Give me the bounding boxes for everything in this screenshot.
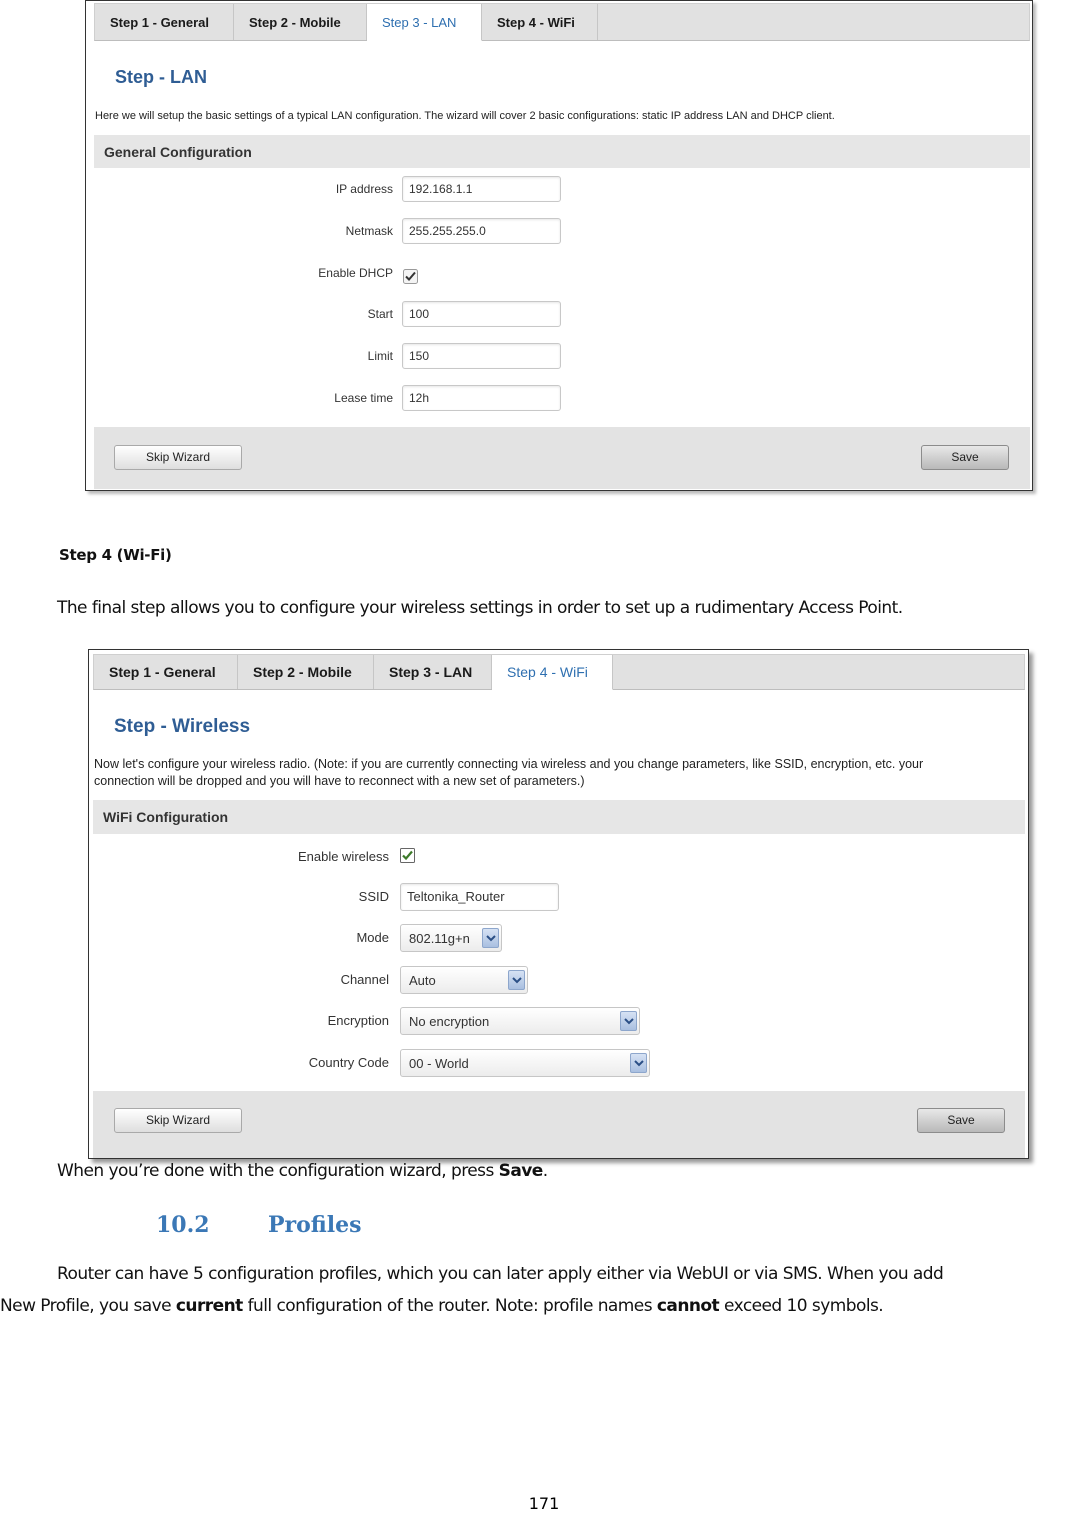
tab-step2-mobile[interactable]: Step 2 - Mobile — [234, 4, 367, 40]
ssid-label: SSID — [358, 889, 389, 904]
intro-text-line2: connection will be dropped and you will have to reconnect with a new set of parameters.) — [94, 774, 585, 788]
ip-address-input[interactable]: 192.168.1.1 — [402, 176, 561, 202]
lease-time-label: Lease time — [334, 391, 393, 405]
wizard-tabs — [94, 3, 1030, 41]
mode-row — [89, 924, 1028, 952]
profiles-paragraph-line2 — [0, 1296, 883, 1316]
done-text-end: . — [542, 1161, 548, 1181]
encryption-row — [89, 1007, 1028, 1035]
profiles-text: New Profile, you save — [0, 1296, 176, 1316]
encryption-select-value: No encryption — [409, 1014, 490, 1029]
channel-select-value: Auto — [409, 973, 436, 988]
done-instruction — [57, 1161, 548, 1181]
channel-select[interactable] — [400, 966, 528, 994]
section-header: General Configuration — [94, 135, 1030, 168]
country-code-select[interactable] — [400, 1049, 650, 1077]
ssid-input[interactable]: Teltonika_Router — [400, 883, 559, 911]
chevron-down-icon — [508, 970, 525, 990]
tab-step1-general[interactable]: Step 1 - General — [94, 655, 238, 689]
skip-wizard-button[interactable]: Skip Wizard — [114, 445, 242, 470]
tab-step3-lan[interactable]: Step 3 - LAN — [367, 4, 482, 41]
step4-description: The final step allows you to configure your wireless settings in order to set up a rudimentary Access Point. — [57, 598, 903, 618]
netmask-label: Netmask — [345, 224, 393, 238]
wifi-wizard-screenshot — [88, 649, 1029, 1159]
lease-time-row — [86, 385, 1032, 413]
limit-input[interactable]: 150 — [402, 343, 561, 369]
netmask-input[interactable]: 255.255.255.0 — [402, 218, 561, 244]
save-button[interactable]: Save — [917, 1108, 1005, 1133]
profiles-text: exceed 10 symbols. — [719, 1296, 884, 1316]
tab-step1-general[interactable]: Step 1 - General — [95, 4, 234, 40]
step4-heading: Step 4 (Wi-Fi) — [59, 546, 172, 564]
limit-label: Limit — [367, 349, 393, 363]
start-row — [86, 301, 1032, 329]
encryption-label: Encryption — [327, 1013, 389, 1028]
done-text: When you’re done with the configuration wizard, press — [57, 1161, 499, 1181]
netmask-row — [86, 218, 1032, 246]
enable-wireless-label: Enable wireless — [297, 849, 389, 864]
profiles-cannot-emphasis: cannot — [656, 1296, 720, 1316]
country-code-row — [89, 1049, 1028, 1077]
section-number: 10.2 — [156, 1212, 210, 1238]
done-save-emphasis: Save — [498, 1161, 543, 1181]
intro-text-line1: Now let's configure your wireless radio. (Note: if you are currently connecting via wireless and you change parameters, like SSID, encryption, etc. your — [94, 757, 924, 771]
wizard-footer — [93, 1091, 1025, 1159]
lan-wizard-screenshot — [85, 0, 1033, 491]
profiles-current-emphasis: current — [175, 1296, 243, 1316]
enable-wireless-checkbox[interactable] — [400, 848, 415, 863]
dhcp-row — [86, 260, 1032, 288]
wizard-tabs — [93, 654, 1025, 690]
section-header: WiFi Configuration — [93, 800, 1025, 834]
channel-row — [89, 966, 1028, 994]
mode-label: Mode — [356, 930, 389, 945]
page-number: 171 — [528, 1494, 560, 1513]
tab-step2-mobile[interactable]: Step 2 - Mobile — [238, 655, 374, 689]
limit-row — [86, 343, 1032, 371]
dhcp-checkbox[interactable] — [403, 269, 418, 284]
skip-wizard-button[interactable]: Skip Wizard — [114, 1108, 242, 1133]
country-code-select-value: 00 - World — [409, 1056, 469, 1071]
tab-step3-lan[interactable]: Step 3 - LAN — [374, 655, 492, 689]
ip-address-label: IP address — [335, 182, 393, 196]
profiles-paragraph-line1: Router can have 5 configuration profiles, which you can later apply either via WebUI or via SMS. When you add — [57, 1264, 944, 1284]
profiles-text: full configuration of the router. Note: profile names — [242, 1296, 657, 1316]
mode-select[interactable] — [400, 924, 502, 952]
section-title: Profiles — [268, 1212, 362, 1238]
tab-step4-wifi[interactable]: Step 4 - WiFi — [482, 4, 598, 40]
enable-wireless-row — [89, 843, 1028, 871]
page-title: Step - Wireless — [114, 716, 251, 737]
page-title: Step - LAN — [115, 67, 207, 87]
chevron-down-icon — [482, 928, 499, 948]
channel-label: Channel — [340, 972, 389, 987]
country-code-label: Country Code — [308, 1055, 389, 1070]
start-input[interactable]: 100 — [402, 301, 561, 327]
intro-text: Here we will setup the basic settings of a typical LAN configuration. The wizard will cover 2 basic configurations: static IP address LAN and DHCP client. — [95, 110, 835, 122]
wizard-footer — [94, 427, 1030, 489]
chevron-down-icon — [630, 1053, 647, 1073]
chevron-down-icon — [620, 1011, 637, 1031]
encryption-select[interactable] — [400, 1007, 640, 1035]
dhcp-label: Enable DHCP — [318, 266, 393, 280]
ssid-row — [89, 883, 1028, 911]
save-button[interactable]: Save — [921, 445, 1009, 470]
mode-select-value: 802.11g+n — [409, 931, 470, 946]
lease-time-input[interactable]: 12h — [402, 385, 561, 411]
tab-step4-wifi[interactable]: Step 4 - WiFi — [492, 655, 613, 690]
ip-address-row — [86, 176, 1032, 204]
start-label: Start — [367, 307, 393, 321]
